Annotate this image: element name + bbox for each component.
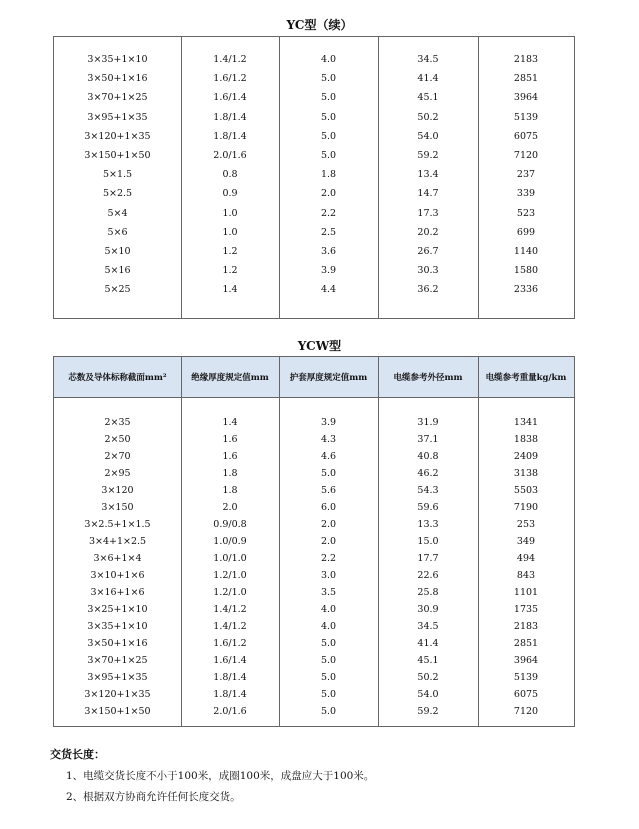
table-cell: 13.4 bbox=[417, 169, 439, 181]
table-cell: 5.0 bbox=[320, 706, 337, 717]
table-cell: 4.0 bbox=[320, 621, 337, 632]
table-cell: 1.6 bbox=[222, 434, 238, 445]
table-cell: 3×25+1×10 bbox=[87, 604, 148, 615]
table-cell: 1.4/1.2 bbox=[213, 54, 247, 65]
table-cell: 5.0 bbox=[320, 73, 337, 85]
table-cell: 1.4/1.2 bbox=[213, 621, 247, 632]
table-cell: 1.0 bbox=[222, 226, 238, 238]
table-cell: 41.4 bbox=[417, 73, 439, 85]
table-cell: 5.0 bbox=[320, 130, 337, 142]
table-row bbox=[54, 448, 574, 466]
table-cell: 2×70 bbox=[104, 451, 131, 462]
table-cell: 17.3 bbox=[417, 207, 439, 219]
table-cell: 0.9/0.8 bbox=[213, 519, 247, 530]
table-cell: 17.7 bbox=[417, 553, 439, 564]
table-row bbox=[54, 567, 574, 585]
header-weight: 电缆参考重量kg/km bbox=[485, 373, 567, 383]
table-row bbox=[54, 89, 574, 107]
table-cell: 1.0/0.9 bbox=[213, 536, 247, 547]
table-cell: 2.0 bbox=[222, 502, 238, 513]
table-row bbox=[54, 243, 574, 261]
table-row bbox=[54, 584, 574, 602]
table-cell: 4.3 bbox=[320, 434, 337, 445]
table-cell: 3×150+1×50 bbox=[84, 706, 151, 717]
table-row bbox=[54, 618, 574, 636]
table-cell: 3×120+1×35 bbox=[84, 130, 151, 142]
table-cell: 45.1 bbox=[417, 655, 439, 666]
table-cell: 3.9 bbox=[320, 417, 337, 428]
table-cell: 54.0 bbox=[417, 689, 439, 700]
table-cell: 34.5 bbox=[417, 54, 439, 65]
table-cell: 7120 bbox=[513, 150, 539, 161]
table-row bbox=[54, 499, 574, 517]
table-cell: 1.2 bbox=[222, 246, 238, 257]
table-cell: 5.0 bbox=[320, 672, 337, 683]
table-cell: 25.8 bbox=[417, 587, 439, 598]
table-cell: 1.0/1.0 bbox=[213, 553, 247, 564]
header-core-section: 芯数及导体标称截面mm² bbox=[68, 373, 167, 383]
table-cell: 54.0 bbox=[417, 130, 439, 142]
table-cell: 5×10 bbox=[104, 246, 131, 257]
table-cell: 5.0 bbox=[320, 689, 337, 700]
table-cell: 3×95+1×35 bbox=[87, 672, 148, 683]
table-cell: 349 bbox=[516, 536, 536, 547]
table-header-row bbox=[54, 357, 574, 398]
table-cell: 3×16+1×6 bbox=[90, 587, 145, 598]
table-cell: 6075 bbox=[513, 689, 539, 700]
table-cell: 3×150+1×50 bbox=[84, 150, 151, 161]
table-cell: 1.2 bbox=[222, 265, 238, 277]
table-row bbox=[54, 431, 574, 449]
table-cell: 3.0 bbox=[320, 570, 337, 581]
table-cell: 1.2/1.0 bbox=[213, 570, 247, 581]
table-cell: 30.3 bbox=[417, 265, 439, 277]
table-cell: 3×2.5+1×1.5 bbox=[84, 519, 151, 530]
table-cell: 699 bbox=[516, 226, 536, 238]
header-sheath: 护套厚度规定值mm bbox=[289, 373, 368, 383]
table1-title: YC型（续） bbox=[286, 18, 353, 32]
table-cell: 843 bbox=[516, 570, 536, 581]
table-row bbox=[54, 109, 574, 127]
table-cell: 1.4 bbox=[222, 284, 238, 296]
table-cell: 3×4+1×2.5 bbox=[88, 536, 147, 547]
table-cell: 1.2/1.0 bbox=[213, 587, 247, 598]
table-cell: 7120 bbox=[513, 706, 539, 717]
table-cell: 1.8/1.4 bbox=[213, 111, 247, 123]
table-cell: 5139 bbox=[513, 111, 539, 123]
ycw-table bbox=[53, 356, 575, 727]
table-cell: 22.6 bbox=[417, 570, 439, 581]
table-cell: 59.2 bbox=[417, 706, 439, 717]
table-cell: 2336 bbox=[513, 284, 539, 296]
table-cell: 7190 bbox=[513, 502, 539, 513]
table-cell: 20.2 bbox=[417, 226, 439, 238]
table-cell: 3×120 bbox=[101, 485, 134, 496]
table-cell: 4.0 bbox=[320, 54, 337, 65]
delivery-item: 1、电缆交货长度不小于100米，成圈100米，成盘应大于100米。 bbox=[66, 770, 375, 782]
table-cell: 41.4 bbox=[417, 638, 439, 649]
table-cell: 3×35+1×10 bbox=[87, 54, 148, 65]
table-cell: 1.6/1.2 bbox=[213, 638, 247, 649]
table-cell: 5139 bbox=[513, 672, 539, 683]
table-row bbox=[54, 533, 574, 551]
table-cell: 5×6 bbox=[107, 226, 128, 238]
table-row bbox=[54, 414, 574, 432]
delivery-item: 2、根据双方协商允许任何长度交货。 bbox=[66, 791, 241, 803]
yc-table bbox=[53, 36, 575, 319]
table-cell: 5.0 bbox=[320, 655, 337, 666]
table-cell: 3×70+1×25 bbox=[87, 92, 148, 104]
table-cell: 1.6/1.4 bbox=[213, 92, 247, 104]
table-cell: 5×4 bbox=[107, 207, 128, 219]
table-cell: 4.0 bbox=[320, 604, 337, 615]
table-cell: 31.9 bbox=[417, 417, 439, 428]
table-cell: 4.6 bbox=[320, 451, 337, 462]
table-cell: 5.0 bbox=[320, 92, 337, 104]
table-cell: 34.5 bbox=[417, 621, 439, 632]
table-cell: 15.0 bbox=[417, 536, 439, 547]
table-cell: 5503 bbox=[513, 485, 539, 496]
table-cell: 3×6+1×4 bbox=[93, 553, 142, 564]
table-row bbox=[54, 128, 574, 146]
table-cell: 1.6/1.2 bbox=[213, 73, 247, 85]
table-cell: 50.2 bbox=[417, 111, 439, 123]
table-cell: 253 bbox=[516, 519, 536, 530]
table-cell: 37.1 bbox=[417, 434, 439, 445]
table-cell: 2.0/1.6 bbox=[213, 150, 247, 161]
table-cell: 3.6 bbox=[320, 246, 337, 257]
header-outer-diameter: 电缆参考外径mm bbox=[393, 373, 463, 383]
table-cell: 5×25 bbox=[104, 284, 131, 296]
table-cell: 3138 bbox=[513, 468, 539, 479]
table-cell: 2.0 bbox=[320, 536, 337, 547]
table-cell: 2.0/1.6 bbox=[213, 706, 247, 717]
table-cell: 1140 bbox=[513, 246, 539, 257]
table-cell: 2×95 bbox=[104, 468, 131, 479]
table-cell: 1838 bbox=[513, 434, 539, 445]
table-cell: 523 bbox=[516, 207, 536, 219]
table-cell: 2×50 bbox=[104, 434, 131, 445]
table-cell: 14.7 bbox=[417, 188, 439, 200]
table-cell: 3.5 bbox=[320, 587, 337, 598]
table-row bbox=[54, 686, 574, 704]
table-row bbox=[54, 262, 574, 280]
table-row bbox=[54, 482, 574, 500]
table-cell: 2.0 bbox=[320, 188, 337, 200]
table-cell: 237 bbox=[516, 169, 536, 181]
table-cell: 1.4 bbox=[222, 417, 238, 428]
table-cell: 5×16 bbox=[104, 265, 131, 277]
table-cell: 2.2 bbox=[320, 553, 337, 564]
table-cell: 2409 bbox=[513, 451, 539, 462]
table-cell: 2.5 bbox=[320, 226, 337, 238]
table-cell: 5.0 bbox=[320, 111, 337, 123]
table-cell: 2.0 bbox=[320, 519, 337, 530]
table-cell: 1341 bbox=[513, 417, 539, 428]
table-cell: 3×50+1×16 bbox=[87, 73, 148, 85]
table-cell: 13.3 bbox=[417, 519, 439, 530]
table-cell: 1.6/1.4 bbox=[213, 655, 247, 666]
table-cell: 3964 bbox=[513, 655, 539, 666]
table-row bbox=[54, 465, 574, 483]
table-cell: 1101 bbox=[513, 587, 539, 598]
table-cell: 1.8/1.4 bbox=[213, 672, 247, 683]
table-cell: 3×120+1×35 bbox=[84, 689, 151, 700]
table-cell: 59.2 bbox=[417, 150, 439, 161]
table-cell: 1735 bbox=[513, 604, 539, 615]
table-cell: 2×35 bbox=[104, 417, 131, 428]
table-cell: 5.6 bbox=[320, 485, 337, 496]
table-row bbox=[54, 185, 574, 203]
table-cell: 2183 bbox=[513, 621, 539, 632]
table-row bbox=[54, 635, 574, 653]
delivery-notes bbox=[50, 746, 374, 804]
table-row bbox=[54, 516, 574, 534]
table-cell: 1.8/1.4 bbox=[213, 130, 247, 142]
table-cell: 1.6 bbox=[222, 451, 238, 462]
table-cell: 2851 bbox=[513, 73, 539, 85]
table-cell: 3×95+1×35 bbox=[87, 111, 148, 123]
table-cell: 5×2.5 bbox=[102, 188, 133, 200]
table-cell: 2.2 bbox=[320, 207, 337, 219]
table-cell: 3964 bbox=[513, 92, 539, 104]
table-cell: 3.9 bbox=[320, 265, 337, 277]
table-row bbox=[54, 669, 574, 687]
table-cell: 50.2 bbox=[417, 672, 439, 683]
table-row bbox=[54, 601, 574, 619]
table-cell: 4.4 bbox=[320, 284, 337, 296]
table-row bbox=[54, 652, 574, 670]
table-cell: 3×35+1×10 bbox=[87, 621, 148, 632]
table-cell: 1.8 bbox=[222, 485, 238, 496]
table-row bbox=[54, 224, 574, 242]
table-cell: 0.9 bbox=[222, 188, 238, 200]
table-row bbox=[54, 281, 574, 299]
table-cell: 40.8 bbox=[417, 451, 439, 462]
table-row bbox=[54, 703, 574, 721]
table-cell: 30.9 bbox=[417, 604, 439, 615]
table-cell: 1.8 bbox=[222, 468, 238, 479]
table-cell: 1580 bbox=[513, 265, 539, 277]
table-row bbox=[54, 70, 574, 88]
table-cell: 2183 bbox=[513, 54, 539, 65]
table-cell: 6075 bbox=[513, 130, 539, 142]
table-cell: 3×70+1×25 bbox=[87, 655, 148, 666]
table-cell: 36.2 bbox=[417, 284, 439, 296]
table-row bbox=[54, 51, 574, 69]
table-cell: 3×10+1×6 bbox=[90, 570, 145, 581]
table-row bbox=[54, 147, 574, 165]
table-cell: 5×1.5 bbox=[102, 169, 133, 181]
table-row bbox=[54, 550, 574, 568]
table-cell: 59.6 bbox=[417, 502, 439, 513]
table-cell: 1.4/1.2 bbox=[213, 604, 247, 615]
table-cell: 5.0 bbox=[320, 638, 337, 649]
table-cell: 1.8 bbox=[320, 169, 337, 181]
table2-title: YCW型 bbox=[297, 339, 342, 353]
table-cell: 46.2 bbox=[417, 468, 439, 479]
table-cell: 1.8/1.4 bbox=[213, 689, 247, 700]
delivery-heading: 交货长度： bbox=[50, 748, 105, 761]
table-cell: 26.7 bbox=[417, 246, 439, 257]
table-cell: 5.0 bbox=[320, 150, 337, 161]
table-cell: 0.8 bbox=[222, 169, 238, 181]
table-cell: 54.3 bbox=[417, 485, 439, 496]
table-cell: 3×150 bbox=[101, 502, 134, 513]
table-cell: 45.1 bbox=[417, 92, 439, 104]
table-cell: 6.0 bbox=[320, 502, 337, 513]
table-cell: 494 bbox=[516, 553, 536, 564]
table-cell: 3×50+1×16 bbox=[87, 638, 148, 649]
header-insulation: 绝缘厚度规定值mm bbox=[191, 373, 269, 383]
table-cell: 339 bbox=[516, 188, 536, 200]
table-row bbox=[54, 166, 574, 184]
table-cell: 1.0 bbox=[222, 207, 238, 219]
table-cell: 2851 bbox=[513, 638, 539, 649]
table-row bbox=[54, 205, 574, 223]
table-cell: 5.0 bbox=[320, 468, 337, 479]
